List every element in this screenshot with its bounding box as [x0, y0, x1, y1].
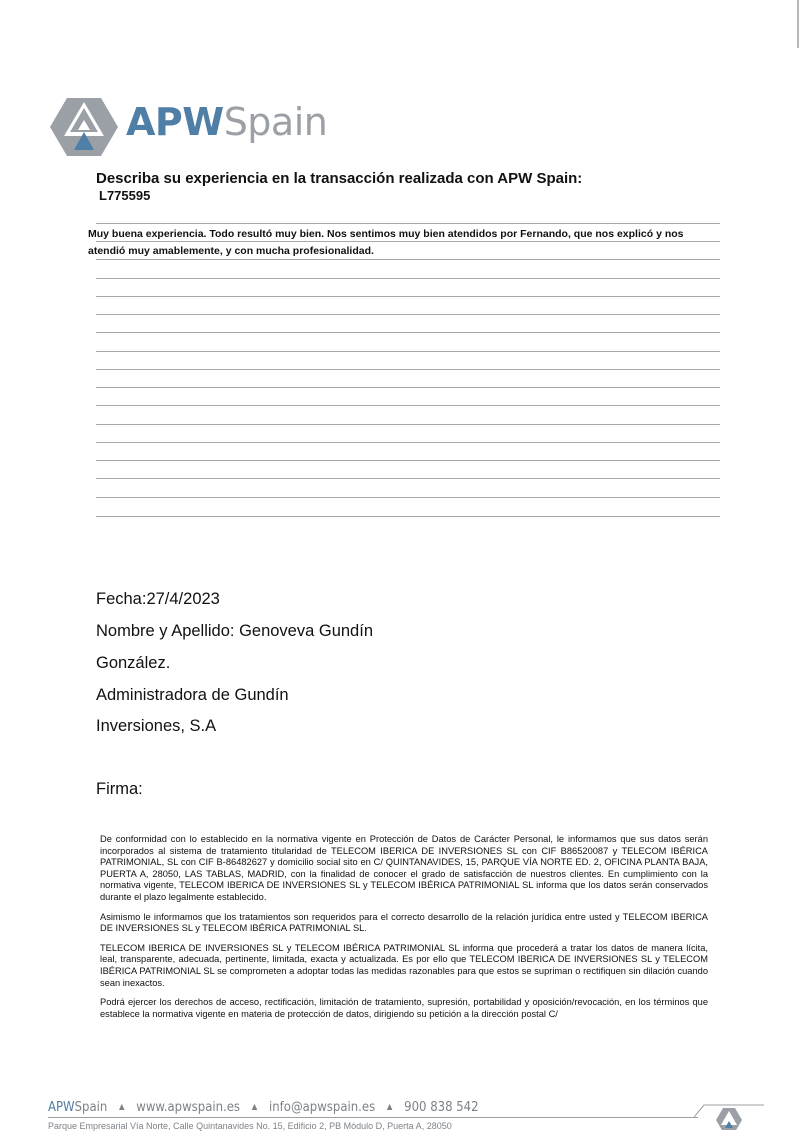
- ruled-line: [96, 351, 720, 352]
- answer-line: atendió muy amablemente, y con mucha profesionalidad.: [88, 245, 374, 257]
- apw-logo: [50, 96, 328, 158]
- privacy-notice: [100, 834, 708, 1028]
- ruled-line: [96, 278, 720, 279]
- ruled-line: [96, 424, 720, 425]
- privacy-paragraph: TELECOM IBERICA DE INVERSIONES SL y TELECOM IBÉRICA PATRIMONIAL SL informa que procederá a tratar los datos de manera lícita, leal, transparente, adecuada, pertinente, limitada, exacta y actualizada. Es por ello que TELECOM IBERICA DE INVERSIONES SL y TELECOM IBÉRICA PATRIMONIAL SL se comprometen a adoptar todas las medidas razonables para que estos se supriman o rectifiquen sin dilación cuando sean inexactos.: [100, 942, 708, 988]
- triangle-separator-icon: ▲: [251, 1102, 258, 1111]
- ruled-line: [96, 405, 720, 406]
- footer-email: info@apwspain.es: [269, 1100, 376, 1115]
- triangle-separator-icon: ▲: [386, 1102, 393, 1111]
- signature-label: Firma:: [96, 780, 143, 798]
- ruled-line: [96, 223, 720, 224]
- ruled-line: [96, 387, 720, 388]
- answer-text: [88, 226, 712, 260]
- footer-rule: [48, 1117, 698, 1118]
- privacy-paragraph: De conformidad con lo establecido en la normativa vigente en Protección de Datos de Carácter Personal, le informamos que sus datos serán incorporados al sistema de tratamiento titularidad de TELECOM IBERICA DE INVERSIONES SL con CIF B86520087 y TELECOM IBÉRICA PATRIMONIAL, SL con CIF B-86482627 y domicilio social sito en C/ QUINTANAVIDES, 15, PARQUE VÍA NORTE ED. 2, OFICINA PLANTA BAJA, PUERTA A, 28050, LAS TABLAS, MADRID, con la finalidad de conocer el grado de satisfacción de nuestros clientes. En cumplimiento con la normativa vigente, TELECOM IBERICA DE INVERSIONES SL y TELECOM IBÉRICA PATRIMONIAL SL informa que los datos serán conservados durante el plazo legalmente establecido.: [100, 834, 708, 902]
- footer-brand-spain: Spain: [74, 1100, 108, 1115]
- ruled-line: [96, 442, 720, 443]
- ruled-line: [96, 314, 720, 315]
- name-line: Administradora de Gundín: [96, 686, 289, 704]
- logo-spain: Spain: [223, 100, 328, 144]
- footer-logo-icon: [694, 1104, 764, 1130]
- answer-line: Muy buena experiencia. Todo resultó muy bien. Nos sentimos muy bien atendidos por Fernando, que nos explicó y nos: [88, 228, 684, 240]
- logo-apw: APW: [126, 100, 224, 144]
- ruled-line: [96, 516, 720, 517]
- footer-website: www.apwspain.es: [136, 1100, 241, 1115]
- name-line: González.: [96, 654, 171, 672]
- date-field: Fecha:27/4/2023: [96, 590, 220, 608]
- footer-contact: [48, 1100, 479, 1115]
- reference-code: L775595: [99, 188, 151, 203]
- footer-brand-apw: APW: [48, 1100, 75, 1115]
- question-title: Describa su experiencia en la transacción realizada con APW Spain:: [96, 170, 583, 187]
- footer-phone: 900 838 542: [404, 1100, 479, 1115]
- footer-address: Parque Empresarial Vía Norte, Calle Quintanavides No. 15, Edificio 2, PB Módulo D, Puerta A, 28050: [48, 1121, 452, 1131]
- triangle-separator-icon: ▲: [119, 1102, 125, 1111]
- name-line: Nombre y Apellido: Genoveva Gundín: [96, 622, 373, 640]
- ruled-line: [96, 369, 720, 370]
- ruled-line: [96, 296, 720, 297]
- ruled-line: [96, 332, 720, 333]
- ruled-line: [96, 478, 720, 479]
- privacy-paragraph: Podrá ejercer los derechos de acceso, rectificación, limitación de tratamiento, supresión, portabilidad y oposición/revocación, en los términos que establece la normativa vigente en materia de protección de datos, dirigiendo su petición a la dirección postal C/: [100, 997, 708, 1019]
- ruled-line: [96, 460, 720, 461]
- ruled-line: [96, 497, 720, 498]
- page-edge-line: [797, 0, 799, 48]
- name-line: Inversiones, S.A: [96, 717, 217, 735]
- logo-wordmark: [126, 100, 327, 144]
- privacy-paragraph: Asimismo le informamos que los tratamientos son requeridos para el correcto desarrollo de la relación jurídica entre usted y TELECOM IBERICA DE INVERSIONES SL y TELECOM IBÉRICA PATRIMONIAL SL.: [100, 911, 708, 934]
- apw-triangle-hexagon-icon: [50, 96, 118, 158]
